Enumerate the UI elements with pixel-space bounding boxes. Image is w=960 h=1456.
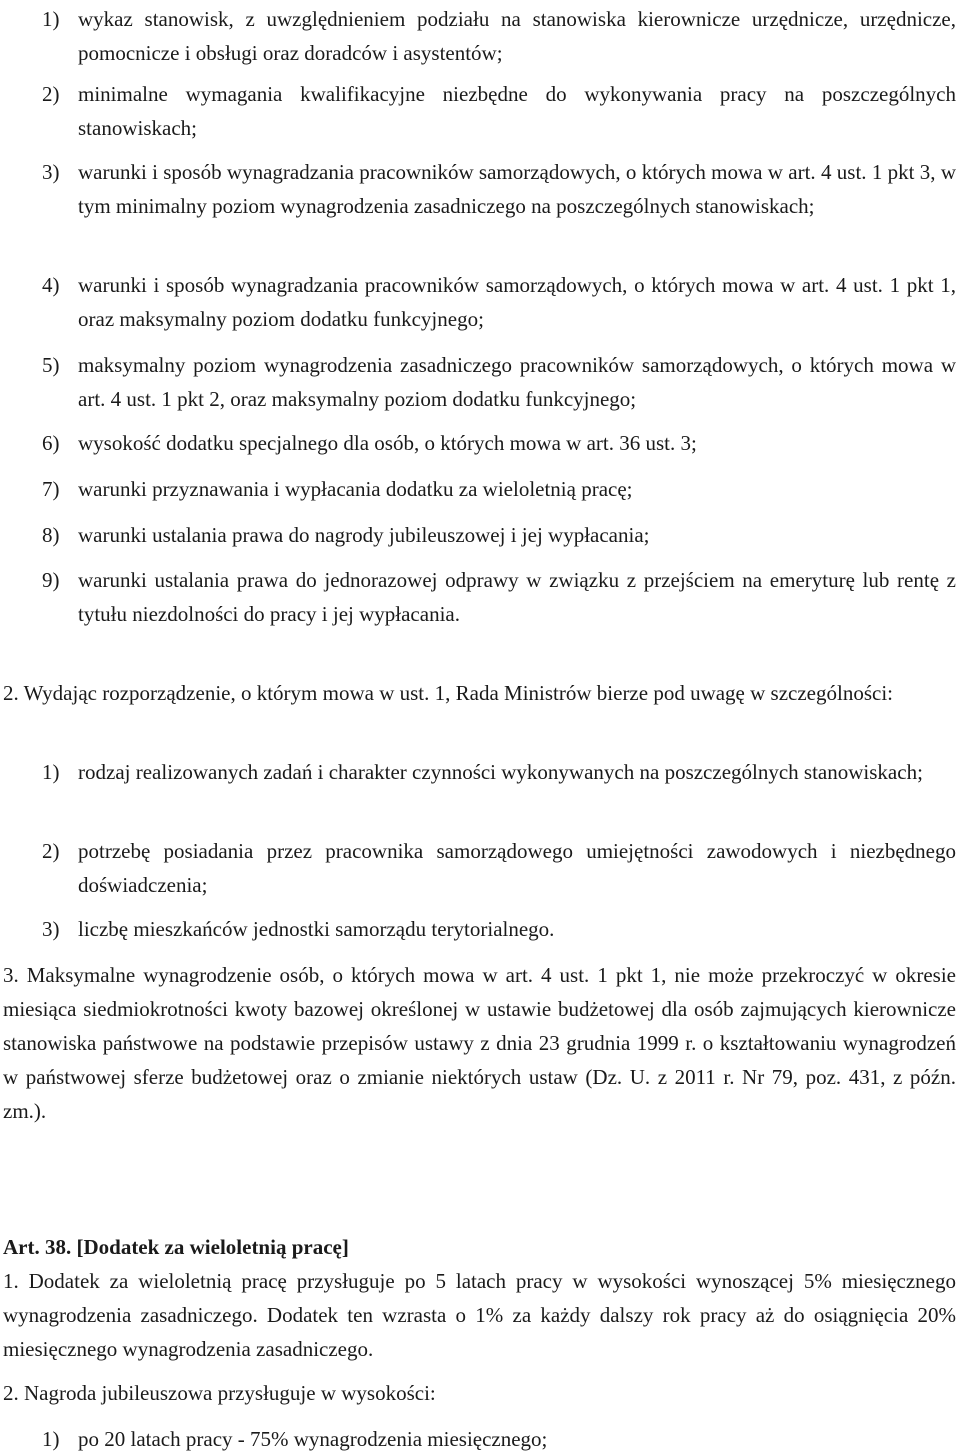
item-number: 3) xyxy=(42,160,60,184)
item-number: 1) xyxy=(42,7,60,31)
list-item xyxy=(42,1422,956,1456)
list-item xyxy=(42,472,956,506)
article-paragraph-1: 1. Dodatek za wieloletnią pracę przysługuje po 5 latach pracy w wysokości wynoszącej 5% miesięcznego wynagrodzenia zasadniczego. Dodatek ten wzrasta o 1% za każdy dalszy rok pracy aż do osiągnięcia 20% miesięcznego wynagrodzenia zasadniczego. xyxy=(3,1269,956,1361)
item-text: potrzebę posiadania przez pracownika samorządowego umiejętności zawodowych i niezbędnego doświadczenia; xyxy=(78,839,956,897)
item-number: 4) xyxy=(42,273,60,297)
paragraph-2: 2. Wydając rozporządzenie, o którym mowa w ust. 1, Rada Ministrów bierze pod uwagę w szczególności: xyxy=(3,681,893,705)
list-item xyxy=(42,518,956,552)
item-number: 5) xyxy=(42,353,60,377)
list-item xyxy=(42,426,956,460)
item-number: 1) xyxy=(42,1427,60,1451)
list-item xyxy=(42,155,956,223)
list-item xyxy=(42,77,956,145)
item-text: wysokość dodatku specjalnego dla osób, o których mowa w art. 36 ust. 3; xyxy=(78,431,697,455)
list-item xyxy=(42,755,956,789)
article-paragraph-2: 2. Nagroda jubileuszowa przysługuje w wysokości: xyxy=(3,1381,436,1405)
item-number: 3) xyxy=(42,917,60,941)
list-item xyxy=(42,348,956,416)
item-number: 9) xyxy=(42,568,60,592)
list-item xyxy=(42,268,956,336)
item-text: rodzaj realizowanych zadań i charakter czynności wykonywanych na poszczególnych stanowiskach; xyxy=(78,760,923,784)
list-item xyxy=(42,2,956,70)
item-text: warunki i sposób wynagradzania pracowników samorządowych, o których mowa w art. 4 ust. 1 pkt 3, w tym minimalny poziom wynagrodzenia zasadniczego na poszczególnych stanowiskach; xyxy=(78,160,956,218)
item-text: maksymalny poziom wynagrodzenia zasadniczego pracowników samorządowych, o których mowa w art. 4 ust. 1 pkt 2, oraz maksymalny poziom dodatku funkcyjnego; xyxy=(78,353,956,411)
item-text: warunki ustalania prawa do jednorazowej odprawy w związku z przejściem na emeryturę lub rentę z tytułu niezdolności do pracy i jej wypłacania. xyxy=(78,568,956,626)
list-item xyxy=(42,563,956,631)
item-text: po 20 latach pracy - 75% wynagrodzenia miesięcznego; xyxy=(78,1427,548,1451)
item-number: 1) xyxy=(42,760,60,784)
item-number: 8) xyxy=(42,523,60,547)
paragraph-3: 3. Maksymalne wynagrodzenie osób, o których mowa w art. 4 ust. 1 pkt 1, nie może przekroczyć w okresie miesiąca siedmiokrotności kwoty bazowej określonej w ustawie budżetowej dla osób zajmujących kierownicze stanowiska państwowe na podstawie przepisów ustawy z dnia 23 grudnia 1999 r. o kształtowaniu wynagrodzeń w państwowej sferze budżetowej oraz o zmianie niektórych ustaw (Dz. U. z 2011 r. Nr 79, poz. 431, z późn. zm.). xyxy=(3,963,956,1123)
list-item xyxy=(42,834,956,902)
item-text: warunki ustalania prawa do nagrody jubileuszowej i jej wypłacania; xyxy=(78,523,650,547)
item-text: liczbę mieszkańców jednostki samorządu terytorialnego. xyxy=(78,917,555,941)
list-item xyxy=(42,912,956,946)
item-text: warunki przyznawania i wypłacania dodatku za wieloletnią pracę; xyxy=(78,477,633,501)
item-number: 2) xyxy=(42,82,60,106)
item-text: minimalne wymagania kwalifikacyjne niezbędne do wykonywania pracy na poszczególnych stanowiskach; xyxy=(78,82,956,140)
item-text: warunki i sposób wynagradzania pracowników samorządowych, o których mowa w art. 4 ust. 1 pkt 1, oraz maksymalny poziom dodatku funkcyjnego; xyxy=(78,273,956,331)
item-number: 2) xyxy=(42,839,60,863)
item-text: wykaz stanowisk, z uwzględnieniem podziału na stanowiska kierownicze urzędnicze, urzędnicze, pomocnicze i obsługi oraz doradców i asystentów; xyxy=(78,7,956,65)
item-number: 7) xyxy=(42,477,60,501)
article-heading: Art. 38. [Dodatek za wieloletnią pracę] xyxy=(3,1235,349,1259)
item-number: 6) xyxy=(42,431,60,455)
